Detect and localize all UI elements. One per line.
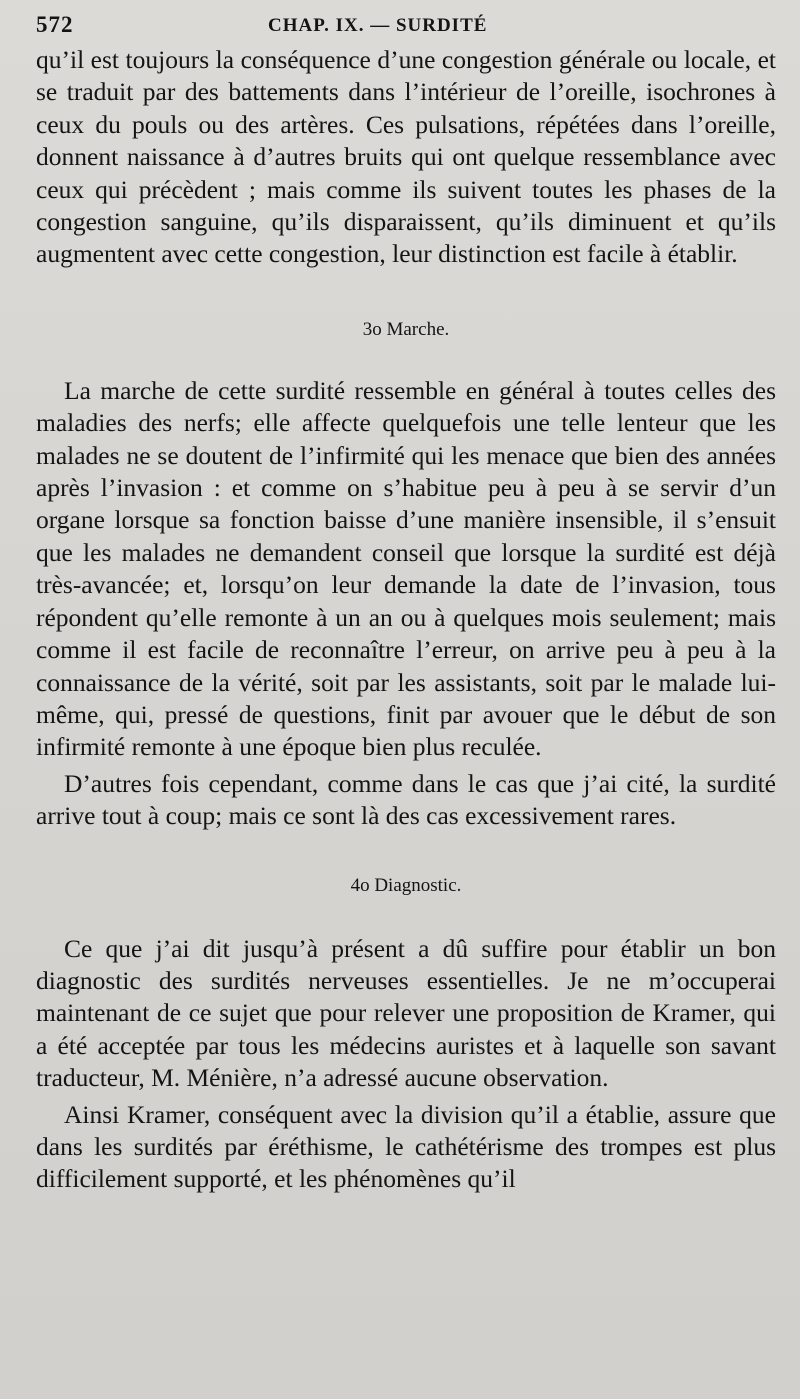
marche-paragraph-1: La marche de cette surdité ressemble en général à toutes celles des maladies des nerfs; elle affecte quelquefois une telle lenteur que les malades ne se doutent de l’infirmité qui les menace que bien des années après l’invasion : et comme on s’habitue peu à peu à se servir d’un organe lorsque sa fonction baisse d’une manière insensible, il s’ensuit que les malades ne demandent conseil que lorsque la surdité est déjà très-avancée; et, lorsqu’on leur demande la date de l’invasion, tous répondent qu’elle remonte à un an ou à quelques mois seulement; mais comme il est facile de reconnaître l’erreur, on arrive peu à peu à la connaissance de la vérité, soit par les assistants, soit par le malade lui-même, qui, pressé de questions, finit par avouer que le début de son infirmité remonte à une époque bien plus reculée. — [36, 375, 776, 762]
section-heading-marche: 3o Marche. — [362, 318, 450, 340]
diagnostic-paragraph-2: Ainsi Kramer, conséquent avec la division qu’il a établie, assure que dans les surdités par éréthisme, le cathétérisme des trompes est plus difficilement supporté, et les phénomènes qu’il — [36, 1099, 776, 1194]
marche-paragraph-2: D’autres fois cependant, comme dans le cas que j’ai cité, la surdité arrive tout à coup; mais ce sont là des cas excessivement rares. — [36, 768, 776, 831]
diagnostic-paragraph-1: Ce que j’ai dit jusqu’à présent a dû suffire pour établir un bon diagnostic des surdités nerveuses essentielles. Je ne m’occuperai maintenant de ce sujet que pour relever une proposition de Kramer, qui a été acceptée par tous les médecins auristes et à laquelle son savant traducteur, M. Ménière, n’a adressé aucune observation. — [36, 933, 776, 1093]
intro-paragraph: qu’il est toujours la conséquence d’une congestion générale ou locale, et se traduit par des battements dans l’intérieur de l’oreille, isochrones à ceux du pouls ou des artères. Ces pulsations, répétées dans l’oreille, donnent naissance à d’autres bruits qui ont quelque ressemblance avec ceux qui précèdent ; mais comme ils suivent toutes les phases de la congestion sanguine, qu’ils disparaissent, qu’ils diminuent et qu’ils augmentent avec cette congestion, leur distinction est facile à établir. — [36, 45, 776, 269]
running-head — [36, 0, 776, 44]
chapter-title: CHAP. IX. — SURDITÉ — [268, 15, 488, 36]
page-number: 572 — [36, 12, 74, 37]
section-heading-diagnostic: 4o Diagnostic. — [350, 874, 462, 896]
